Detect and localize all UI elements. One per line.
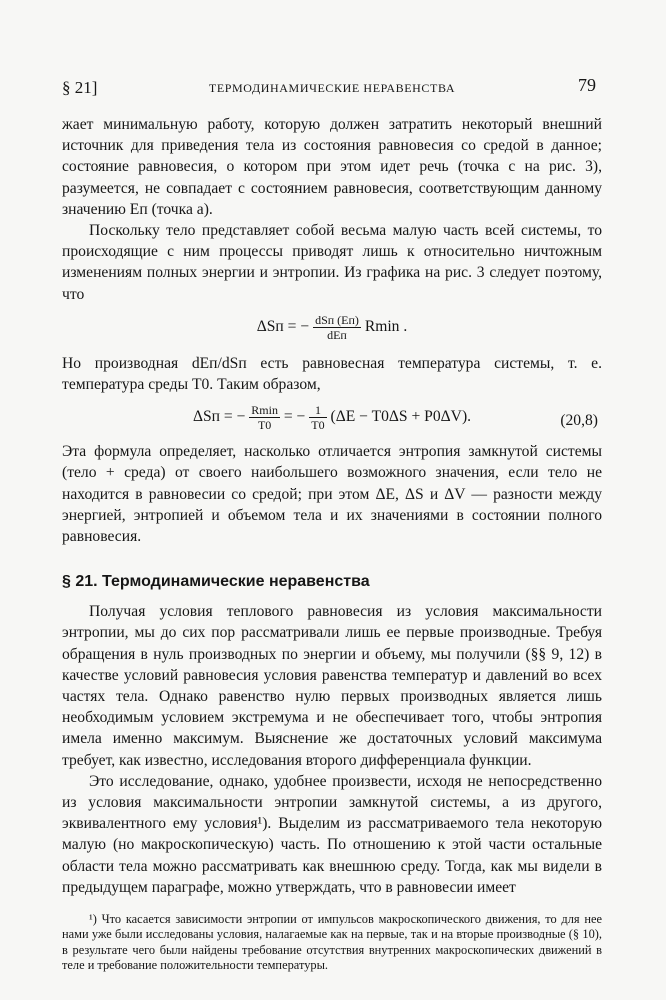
paragraph-1: жает минимальную работу, которую должен затратить некоторый внешний источник для приведения тела из состояния равновесия со средой в данное; состояние равновесия, о котором при этом идет речь (точка c на рис. 3), разумеется, не совпадает с состоянием равновесия, соответствующим данному значению Eп (точка a). [62,116,602,218]
formula-2-mid: = − [283,408,306,426]
paragraph-2: Поскольку тело представляет собой весьма малую часть всей системы, то происходящие с ним процессы приводят лишь к относительно ничтожным изменениям полных энергии и энтропии. Из графика на рис. 3 следует поэтому, что [62,222,602,303]
formula-2 [62,395,602,441]
formula-1 [62,305,602,353]
formula-2-denominator-1: T0 [257,418,272,433]
formula-2-denominator-2: T0 [311,418,325,433]
paragraph-3: Но производная dEп/dSп есть равновесная температура системы, т. е. температура среды T0. Таким образом, [62,354,602,394]
formula-2-lhs: ΔSп = − [192,408,246,426]
formula-1-denominator: dEп [327,327,347,342]
section-heading: § 21. Термодинамические неравенства [62,573,370,591]
running-header [62,72,602,102]
equation-number: (20,8) [560,412,598,430]
header-title: ТЕРМОДИНАМИЧЕСКИЕ НЕРАВЕНСТВА [208,81,456,95]
formula-1-numerator: dSп (Eп) [315,312,359,327]
header-section: § 21] [62,78,98,97]
formula-1-lhs: ΔSп = − [256,317,310,335]
footnote: ¹) Что касается зависимости энтропии от импульсов макроскопического движения, то для нее нами уже были исследованы условия, налагаемые как на первые, так и на вторые производные (§ 10), в результате чего были найдены требование отсутствия внутренних макроскопических движений в теле и требование положительности температуры. [62,912,602,972]
formula-2-rhs: (ΔE − T0ΔS + P0ΔV). [330,408,472,426]
formula-2-fraction-2 [309,403,326,432]
formula-2-numerator-1: Rmin [251,403,278,418]
formula-2-numerator-2: 1 [309,403,326,418]
paragraph-5: Получая условия теплового равновесия из условия максимальности энтропии, мы до сих пор рассматривали лишь ее первые производные. Требуя обращения в нуль производных по энергии и объему, мы получили (§§ 9, 12) в качестве условий равновесия условия равенства температур и давлений во всех частях тела. Однако равенство нулю первых производных является лишь необходимым условием экстремума и не обеспечивает того, чтобы энтропия имела именно максимум. Выяснение же достаточных условий максимума требует, как известно, исследования второго дифференциала функции. [62,603,602,769]
paragraph-4: Эта формула определяет, насколько отличается энтропия замкнутой системы (тело + среда) от своего наибольшего возможного значения, если тело не находится в равновесии со средой; при этом ΔE, ΔS и ΔV — разности между энергией, энтропией и объемом тела и их значениями в состоянии полного равновесия. [62,443,602,546]
formula-2-fraction-1 [249,403,280,432]
formula-1-rhs: Rmin . [364,317,408,335]
paragraph-6: Это исследование, однако, удобнее произвести, исходя не непосредственно из условия максимальности энтропии замкнутой системы, а из другого, эквивалентного ему условия¹). Выделим из рассматриваемого тела некоторую малую (но макроскопическую) часть. По отношению к этой части остальные области тела можно рассматривать как внешнюю среду. Тогда, как мы видели в предыдущем параграфе, можно утверждать, что в равновесии имеет [62,772,602,896]
page-number: 79 [578,75,596,95]
page [62,72,602,973]
formula-1-fraction [313,313,361,342]
